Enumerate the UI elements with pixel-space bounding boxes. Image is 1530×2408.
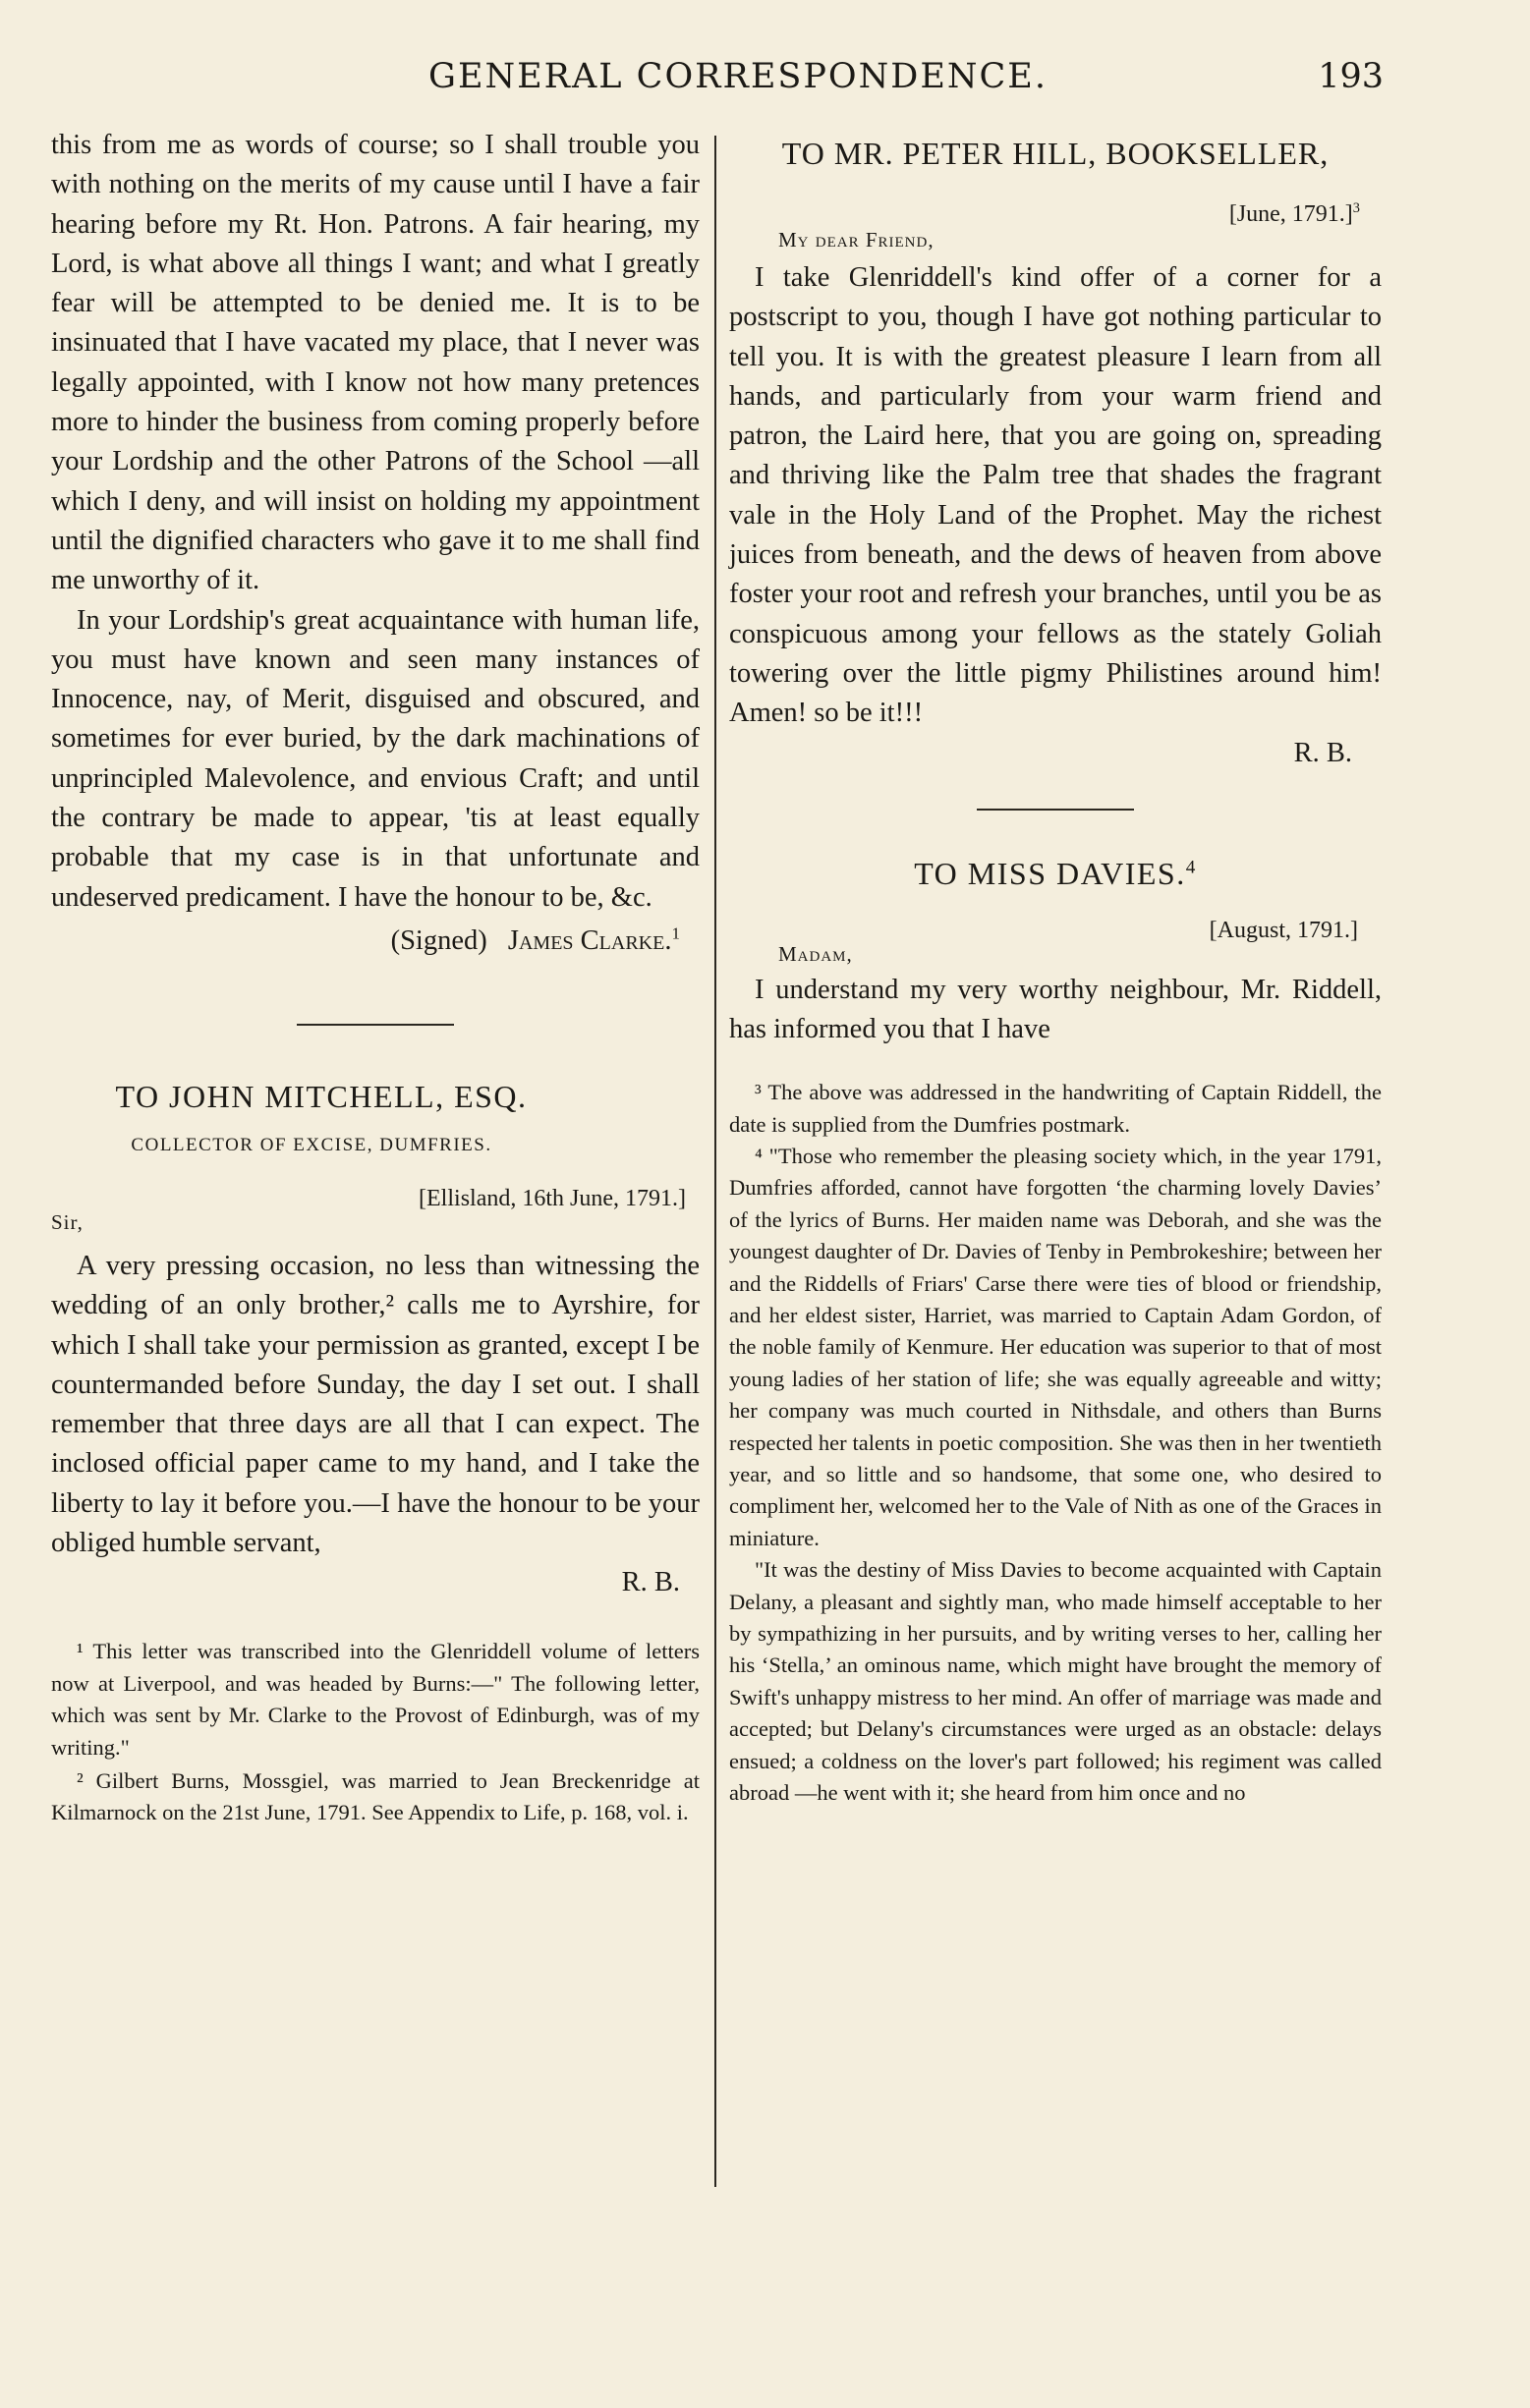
continuation-paragraph: this from me as words of course; so I shall trouble you with nothing on the merits of my cause until I have a fair hearing before my Rt. Hon. Patrons. A fair hearing, my Lord, is what above all things I want; and what I greatly fear will be attempted to be denied me. It is to be insinuated that I have vacated my place, that I never was legally appointed, with I know not how many pretences more to hinder the business from coming properly before your Lordship and the other Patrons of the School —all which I deny, and will insist on holding my appointment until the dignified characters who gave it to me shall find me unworthy of it.: [51, 130, 700, 596]
footnote: ² Gilbert Burns, Mossgiel, was married to Jean Breckenridge at Kilmarnock on the 21st June, 1791. See Appendix to Life, p. 168, vol. i.: [51, 1767, 700, 1825]
letter-date: [Ellisland, 16th June, 1791.]: [419, 1185, 686, 1211]
footnote: ¹ This letter was transcribed into the Glenriddell volume of letters now at Liverpool, and was headed by Burns:—" The following letter, which was sent by Mr. Clarke to the Provost of Edinburgh, was of my writing.": [51, 1639, 700, 1760]
letter-date: [June, 1791.]$^3$: [1228, 200, 1360, 227]
footnote: ⁴ "Those who remember the pleasing society which, in the year 1791, Dumfries afforded, cannot have forgotten ‘the charming lovely Davies’ of the lyrics of Burns. Her maiden name was Deborah, and she was the youngest daughter of Dr. Davies of Tenby in Pembrokeshire; between her and the Riddells of Friars' Carse there were ties of blood or friendship, and her eldest sister, Harriet, was married to Captain Adam Gordon, of the noble family of Kenmure. Her education was superior to that of most young ladies of her station of life; she was equally agreeable and witty; her company was much courted in Nithsdale, and others than Burns respected her talents in poetic composition. She was then in her twentieth year, and so little and so handsome, that some one, who desired to compliment her, welcomed her to the Vale of Nith as one of the Graces in miniature.: [729, 1143, 1382, 1550]
section-rule: [297, 1024, 454, 1026]
letter-subheading: COLLECTOR OF EXCISE, DUMFRIES.: [131, 1134, 492, 1155]
continuation-paragraph: In your Lordship's great acquaintance with human life, you must have known and seen many instances of Innocence, nay, of Merit, disguised and obscured, and sometimes for ever buried, by the dark machinations of unprincipled Malevolence, and envious Craft; and until the contrary be made to appear, 'tis at least equally probable that my case is in that unfortunate and undeserved predicament. I have the honour to be, &c.: [51, 604, 700, 913]
letter-salutation: Madam,: [778, 941, 853, 966]
letter-salutation: My dear Friend,: [778, 228, 935, 252]
left-column: [51, 126, 700, 1829]
running-title: GENERAL CORRESPONDENCE.: [428, 57, 1048, 96]
footnotes: [51, 1636, 700, 1828]
footnote: "It was the destiny of Miss Davies to become acquainted with Captain Delany, a pleasant and sightly man, who made himself acceptable to her by sympathizing in her pursuits, and by writing verses to her, calling her his ‘Stella,’ an ominous name, which might have brought the memory of Swift's unhappy mistress to her mind. An offer of marriage was made and accepted; but Delany's circumstances were urged as an obstacle: delays ensued; a coldness on the lover's part followed; his regiment was called abroad —he went with it; she heard from him once and no: [729, 1557, 1382, 1806]
letter-body: A very pressing occasion, no less than witnessing the wedding of an only brother,² calls me to Ayrshire, for which I shall take your permission as granted, except I be countermanded before Sunday, the day I set out. I shall remember that three days are all that I can expect. The inclosed official paper came to my hand, and I take the liberty to lay it before you.—I have the honour to be your obliged humble servant,: [51, 1250, 700, 1559]
letter-body: I take Glenriddell's kind offer of a corner for a postscript to you, though I have got nothing particular to tell you. It is with the greatest pleasure I learn from all hands, and particularly from your warm friend and patron, the Laird here, that you are going on, spreading and thriving like the Palm tree that shades the fragrant vale in the Holy Land of the Prophet. May the richest juices from beneath, and the dews of heaven from above foster your root and refresh your branches, until you be as conspicuous among your fellows as the stately Goliah towering over the little pigmy Philistines around him! Amen! so be it!!!: [729, 262, 1382, 729]
signature-line: [51, 922, 700, 961]
letter-heading: TO MR. PETER HILL, BOOKSELLER,: [781, 136, 1330, 171]
footnotes: [729, 1077, 1382, 1809]
letter-heading: TO JOHN MITCHELL, ESQ.: [115, 1078, 528, 1114]
letter-signoff: R. B.: [1293, 737, 1352, 768]
footnote-ref: 4: [1185, 856, 1197, 877]
footnote-ref: 1: [671, 924, 680, 943]
footnote-ref: 3: [1352, 200, 1360, 216]
letter-signoff: R. B.: [621, 1567, 680, 1598]
signature-name: James Clarke.: [507, 924, 672, 956]
column-divider: [714, 136, 716, 2187]
page-number: 193: [1318, 57, 1384, 96]
letter-heading: TO MISS DAVIES.$^4$: [914, 855, 1197, 891]
letter-salutation: Sir,: [51, 1209, 84, 1234]
letter-body: I understand my very worthy neighbour, Mr. Riddell, has informed you that I have: [729, 974, 1382, 1044]
right-column: [729, 136, 1382, 1810]
page-header: [0, 57, 1384, 106]
signature-prefix: (Signed): [390, 924, 487, 956]
letter-date: [August, 1791.]: [1209, 917, 1358, 943]
footnote: ³ The above was addressed in the handwriting of Captain Riddell, the date is supplied from the Dumfries postmark.: [729, 1080, 1382, 1137]
section-rule: [977, 809, 1134, 811]
